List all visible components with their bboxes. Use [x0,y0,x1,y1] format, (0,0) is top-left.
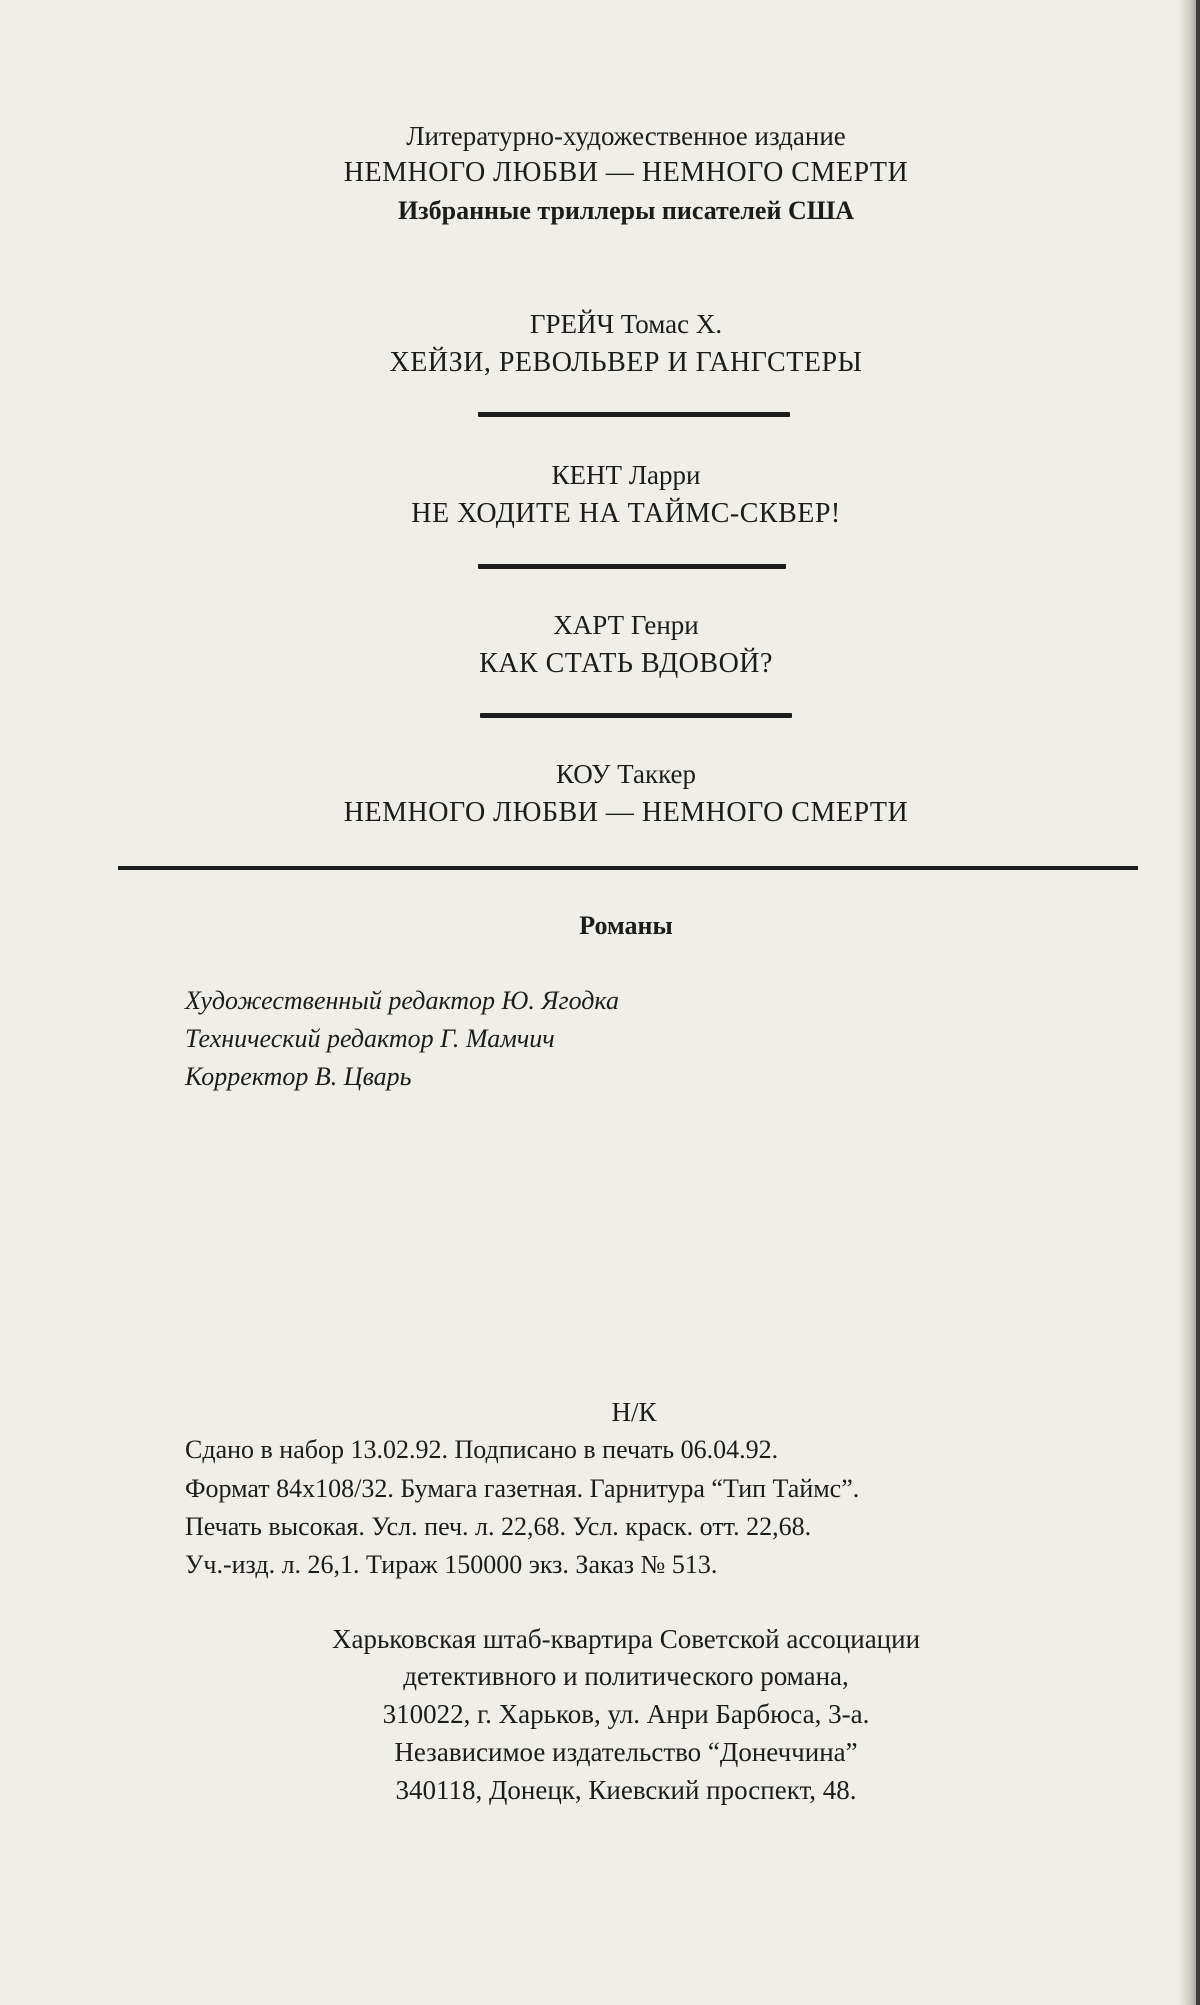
print-detail-line: Уч.-изд. л. 26,1. Тираж 150000 экз. Заказ № 513. [185,1550,718,1579]
genre-label: Романы [579,911,673,940]
book-title: НЕМНОГО ЛЮБВИ — НЕМНОГО СМЕРТИ [343,157,909,188]
publisher-line: 310022, г. Харьков, ул. Анри Барбюса, 3-а. [382,1699,870,1729]
publication-code: Н/К [611,1397,657,1427]
publisher-line: 340118, Донецк, Киевский проспект, 48. [395,1775,857,1805]
separator-rule-2 [478,564,786,569]
full-width-rule [118,866,1138,870]
print-detail-line: Печать высокая. Усл. печ. л. 22,68. Усл. краск. отт. 22,68. [185,1512,812,1541]
print-detail-line: Формат 84х108/32. Бумага газетная. Гарнитура “Тип Таймс”. [185,1474,860,1503]
edition-type: Литературно-художественное издание [406,121,846,151]
publisher-line: Харьковская штаб-квартира Советской ассоциации [331,1624,921,1654]
separator-rule-3 [480,713,792,718]
work-2-author: КЕНТ Ларри [551,460,701,490]
work-3-author: ХАРТ Генри [553,610,699,640]
book-subtitle: Избранные триллеры писателей США [397,196,855,225]
separator-rule-1 [478,412,790,417]
tech-editor: Технический редактор Г. Мамчич [185,1024,555,1053]
art-editor: Художественный редактор Ю. Ягодка [185,986,619,1015]
publisher-line: детективного и политического романа, [403,1661,849,1691]
work-4-author: КОУ Таккер [555,759,697,789]
work-1-author: ГРЕЙЧ Томас Х. [529,309,723,339]
work-2-title: НЕ ХОДИТЕ НА ТАЙМС-СКВЕР! [411,498,841,529]
proofreader: Корректор В. Цварь [185,1062,412,1091]
work-1-title: ХЕЙЗИ, РЕВОЛЬВЕР И ГАНГСТЕРЫ [389,347,863,378]
work-3-title: КАК СТАТЬ ВДОВОЙ? [479,648,773,679]
work-4-title: НЕМНОГО ЛЮБВИ — НЕМНОГО СМЕРТИ [343,797,909,828]
publisher-line: Независимое издательство “Донеччина” [394,1737,858,1767]
print-detail-line: Сдано в набор 13.02.92. Подписано в печать 06.04.92. [185,1435,779,1464]
